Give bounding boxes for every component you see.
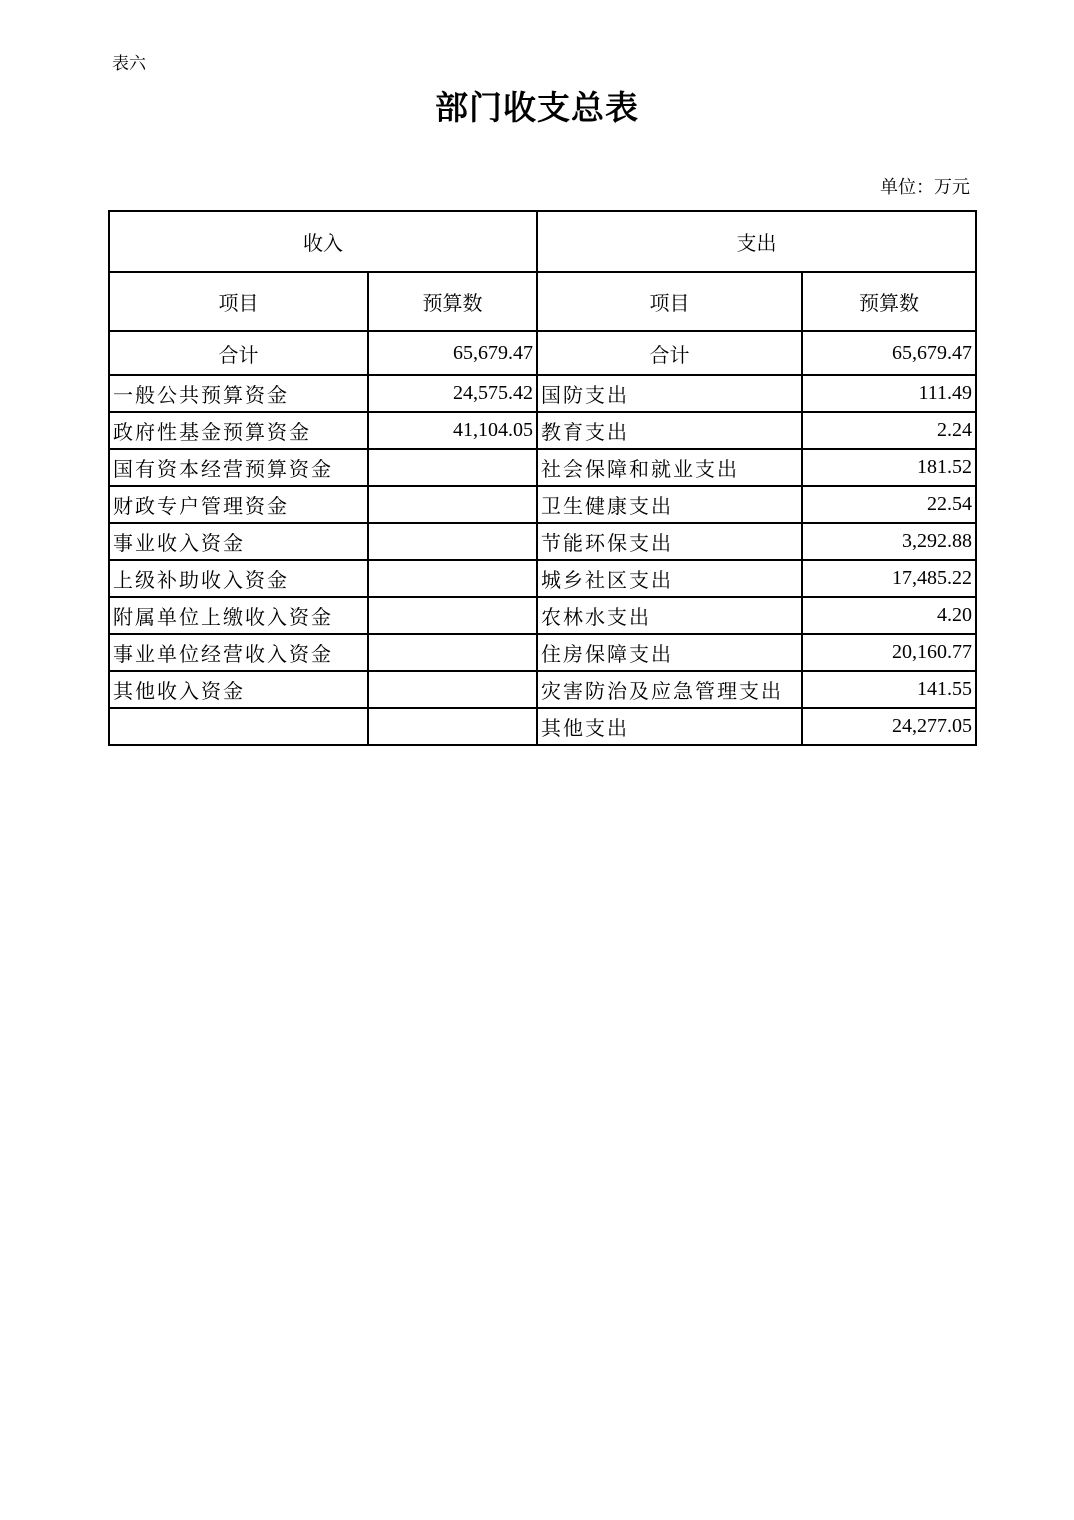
income-total-label: 合计 [109, 331, 368, 375]
expense-value: 4.20 [802, 597, 976, 634]
total-row [109, 331, 976, 375]
income-value [368, 486, 537, 523]
table-row [109, 486, 976, 523]
income-value [368, 560, 537, 597]
expense-item: 其他支出 [537, 708, 802, 745]
income-item: 国有资本经营预算资金 [109, 449, 368, 486]
income-budget-header: 预算数 [368, 272, 537, 331]
expense-value: 20,160.77 [802, 634, 976, 671]
budget-table [108, 210, 977, 746]
expense-value: 17,485.22 [802, 560, 976, 597]
expense-item: 卫生健康支出 [537, 486, 802, 523]
income-item: 附属单位上缴收入资金 [109, 597, 368, 634]
page-title: 部门收支总表 [435, 88, 639, 127]
income-item: 一般公共预算资金 [109, 375, 368, 412]
group-header-row [109, 211, 976, 272]
income-item-header: 项目 [109, 272, 368, 331]
expense-item: 节能环保支出 [537, 523, 802, 560]
income-item: 其他收入资金 [109, 671, 368, 708]
column-header-row [109, 272, 976, 331]
expense-item: 社会保障和就业支出 [537, 449, 802, 486]
expense-value: 111.49 [802, 375, 976, 412]
table-row [109, 634, 976, 671]
income-item: 事业单位经营收入资金 [109, 634, 368, 671]
table-row [109, 523, 976, 560]
expense-item: 农林水支出 [537, 597, 802, 634]
expense-budget-header: 预算数 [802, 272, 976, 331]
income-item: 事业收入资金 [109, 523, 368, 560]
expense-group-header: 支出 [537, 211, 976, 272]
table-row [109, 671, 976, 708]
table-row [109, 375, 976, 412]
income-value: 24,575.42 [368, 375, 537, 412]
income-value: 41,104.05 [368, 412, 537, 449]
income-total-value: 65,679.47 [368, 331, 537, 375]
expense-item-header: 项目 [537, 272, 802, 331]
income-item: 政府性基金预算资金 [109, 412, 368, 449]
income-item: 上级补助收入资金 [109, 560, 368, 597]
expense-value: 181.52 [802, 449, 976, 486]
table-row [109, 412, 976, 449]
expense-item: 教育支出 [537, 412, 802, 449]
expense-total-value: 65,679.47 [802, 331, 976, 375]
table-number: 表六 [112, 54, 146, 74]
table-row [109, 597, 976, 634]
income-value [368, 671, 537, 708]
table-row [109, 560, 976, 597]
expense-value: 22.54 [802, 486, 976, 523]
income-group-header: 收入 [109, 211, 537, 272]
expense-item: 城乡社区支出 [537, 560, 802, 597]
income-value [368, 449, 537, 486]
expense-item: 灾害防治及应急管理支出 [537, 671, 802, 708]
expense-item: 国防支出 [537, 375, 802, 412]
expense-value: 3,292.88 [802, 523, 976, 560]
table-row [109, 708, 976, 745]
unit-label: 单位：万元 [880, 177, 970, 198]
expense-value: 2.24 [802, 412, 976, 449]
income-value [368, 597, 537, 634]
income-item: 财政专户管理资金 [109, 486, 368, 523]
expense-item: 住房保障支出 [537, 634, 802, 671]
income-value [368, 708, 537, 745]
expense-value: 24,277.05 [802, 708, 976, 745]
income-item [109, 708, 368, 745]
income-value [368, 634, 537, 671]
expense-total-label: 合计 [537, 331, 802, 375]
expense-value: 141.55 [802, 671, 976, 708]
income-value [368, 523, 537, 560]
table-row [109, 449, 976, 486]
